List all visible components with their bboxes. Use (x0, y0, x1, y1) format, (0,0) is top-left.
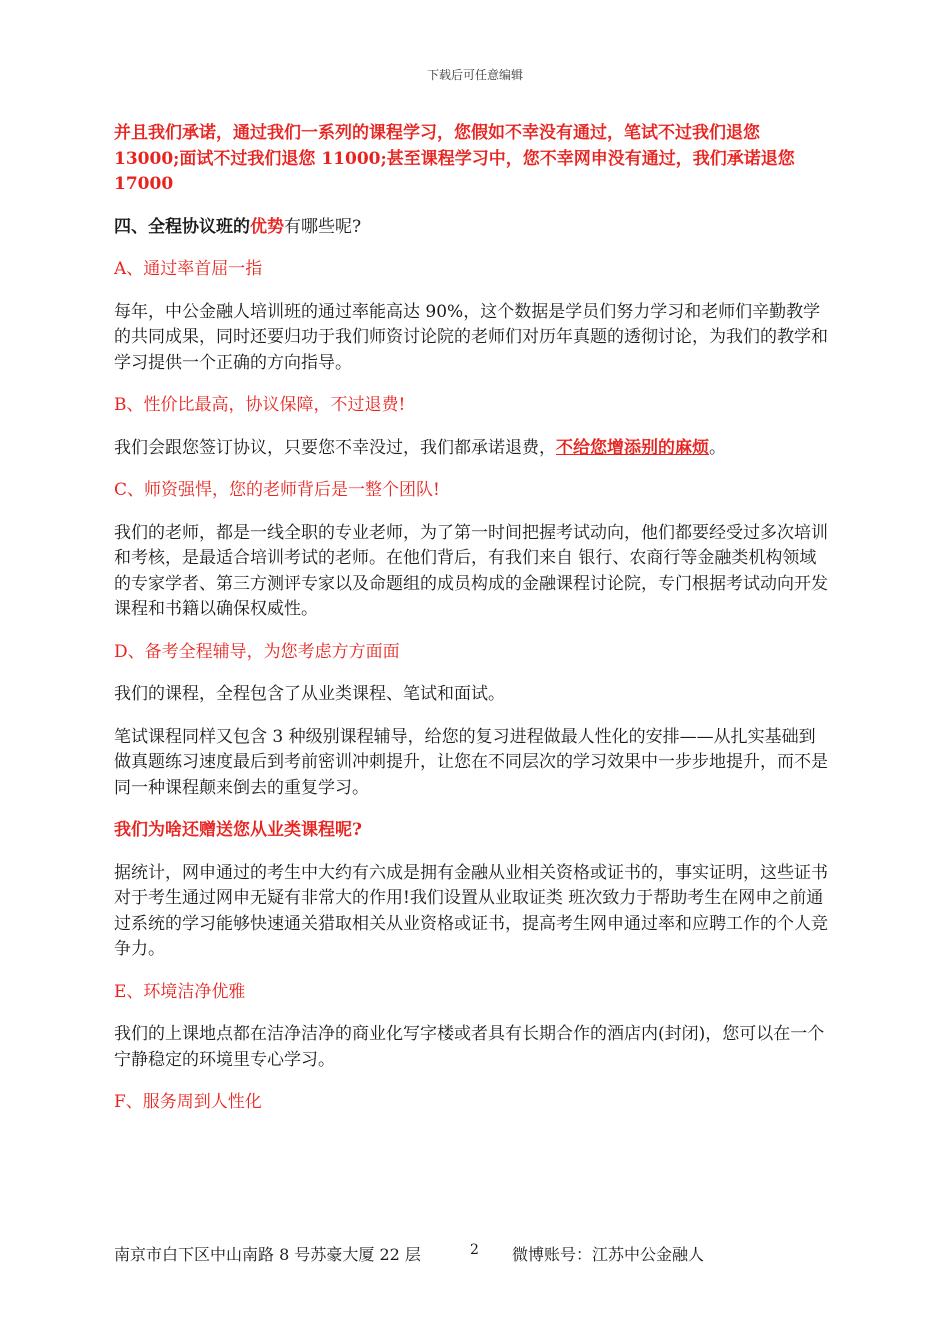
item-e-title: E、环境洁净优雅 (114, 981, 246, 1002)
refund-promise-paragraph: 并且我们承诺，通过我们一系列的课程学习，您假如不幸没有通过，笔试不过我们退您 13000;面试不过我们退您 11000;甚至课程学习中，您不幸网申没有通过，我们承诺退您 17000 (114, 123, 795, 194)
section-four-heading (114, 215, 830, 241)
item-d-body-1: 我们的课程，全程包含了从业类课程、笔试和面试。 (114, 684, 505, 704)
item-d-body-2: 笔试课程同样又包含 3 种级别课程辅导，给您的复习进程做最人性化的安排——从扎实基础到做真题练习速度最后到考前密训冲刺提升，让您在不同层次的学习效果中一步步地提升，而不是同一种课程颠来倒去的重复学习。 (114, 726, 828, 798)
item-e-body: 我们的上课地点都在洁净洁净的商业化写字楼或者具有长期合作的酒店内(封闭)，您可以在一个宁静稳定的环境里专心学习。 (114, 1024, 825, 1070)
page-header: 下载后可任意编辑 (426, 68, 523, 82)
footer-address: 南京市白下区中山南路 8 号苏豪大厦 22 层 (114, 1245, 421, 1264)
section-four-highlight: 优势 (250, 216, 284, 237)
item-a-body: 每年，中公金融人培训班的通过率能高达 90%，这个数据是学员们努力学习和老师们辛勤教学的共同成果，同时还要归功于我们师资讨论院的老师们对历年真题的透彻讨论，为我们的教学和学习提供一个正确的方向指导。 (114, 301, 828, 373)
question-body: 据统计，网申通过的考生中大约有六成是拥有金融从业相关资格或证书的，事实证明，这些证书对于考生通过网申无疑有非常大的作用!我们设置从业取证类 班次致力于帮助考生在网申之前通过系统的学习能够快速通关猎取相关从业资格或证书，提高考生网申通过率和应聘工作的个人竞争力。 (114, 862, 828, 959)
question-title: 我们为啥还赠送您从业类课程呢? (114, 820, 362, 840)
section-four-prefix: 四、全程协议班的 (114, 216, 250, 237)
section-four-suffix: 有哪些呢? (284, 216, 362, 237)
item-b-body-highlight: 不给您增添别的麻烦 (556, 437, 709, 458)
page-footer (114, 1242, 830, 1268)
item-c-title: C、师资强悍，您的老师背后是一整个团队! (114, 480, 440, 500)
item-b-body-prefix: 我们会跟您签订协议，只要您不幸没过，我们都承诺退费， (114, 437, 556, 458)
item-d-title: D、备考全程辅导，为您考虑方方面面 (114, 641, 400, 662)
item-f-title: F、服务周到人性化 (114, 1092, 262, 1112)
footer-weibo: 微博账号：江苏中公金融人 (512, 1245, 705, 1264)
item-b-body-suffix: 。 (709, 437, 726, 458)
item-c-body: 我们的老师，都是一线全职的专业老师，为了第一时间把握考试动向，他们都要经受过多次培训和考核，是最适合培训考试的老师。在他们背后，有我们来自 银行、农商行等金融类机构领域的专家学者、第三方测评专家以及命题组的成员构成的金融课程讨论院，专门根据考试动向开发课程和书籍以确保权威性。 (114, 522, 828, 619)
item-a-title: A、通过率首屈一指 (114, 259, 263, 279)
item-b-title: B、性价比最高，协议保障，不过退费! (114, 395, 406, 415)
item-b-body (114, 436, 830, 462)
page-number: 2 (470, 1242, 479, 1258)
document-body (114, 121, 830, 1116)
